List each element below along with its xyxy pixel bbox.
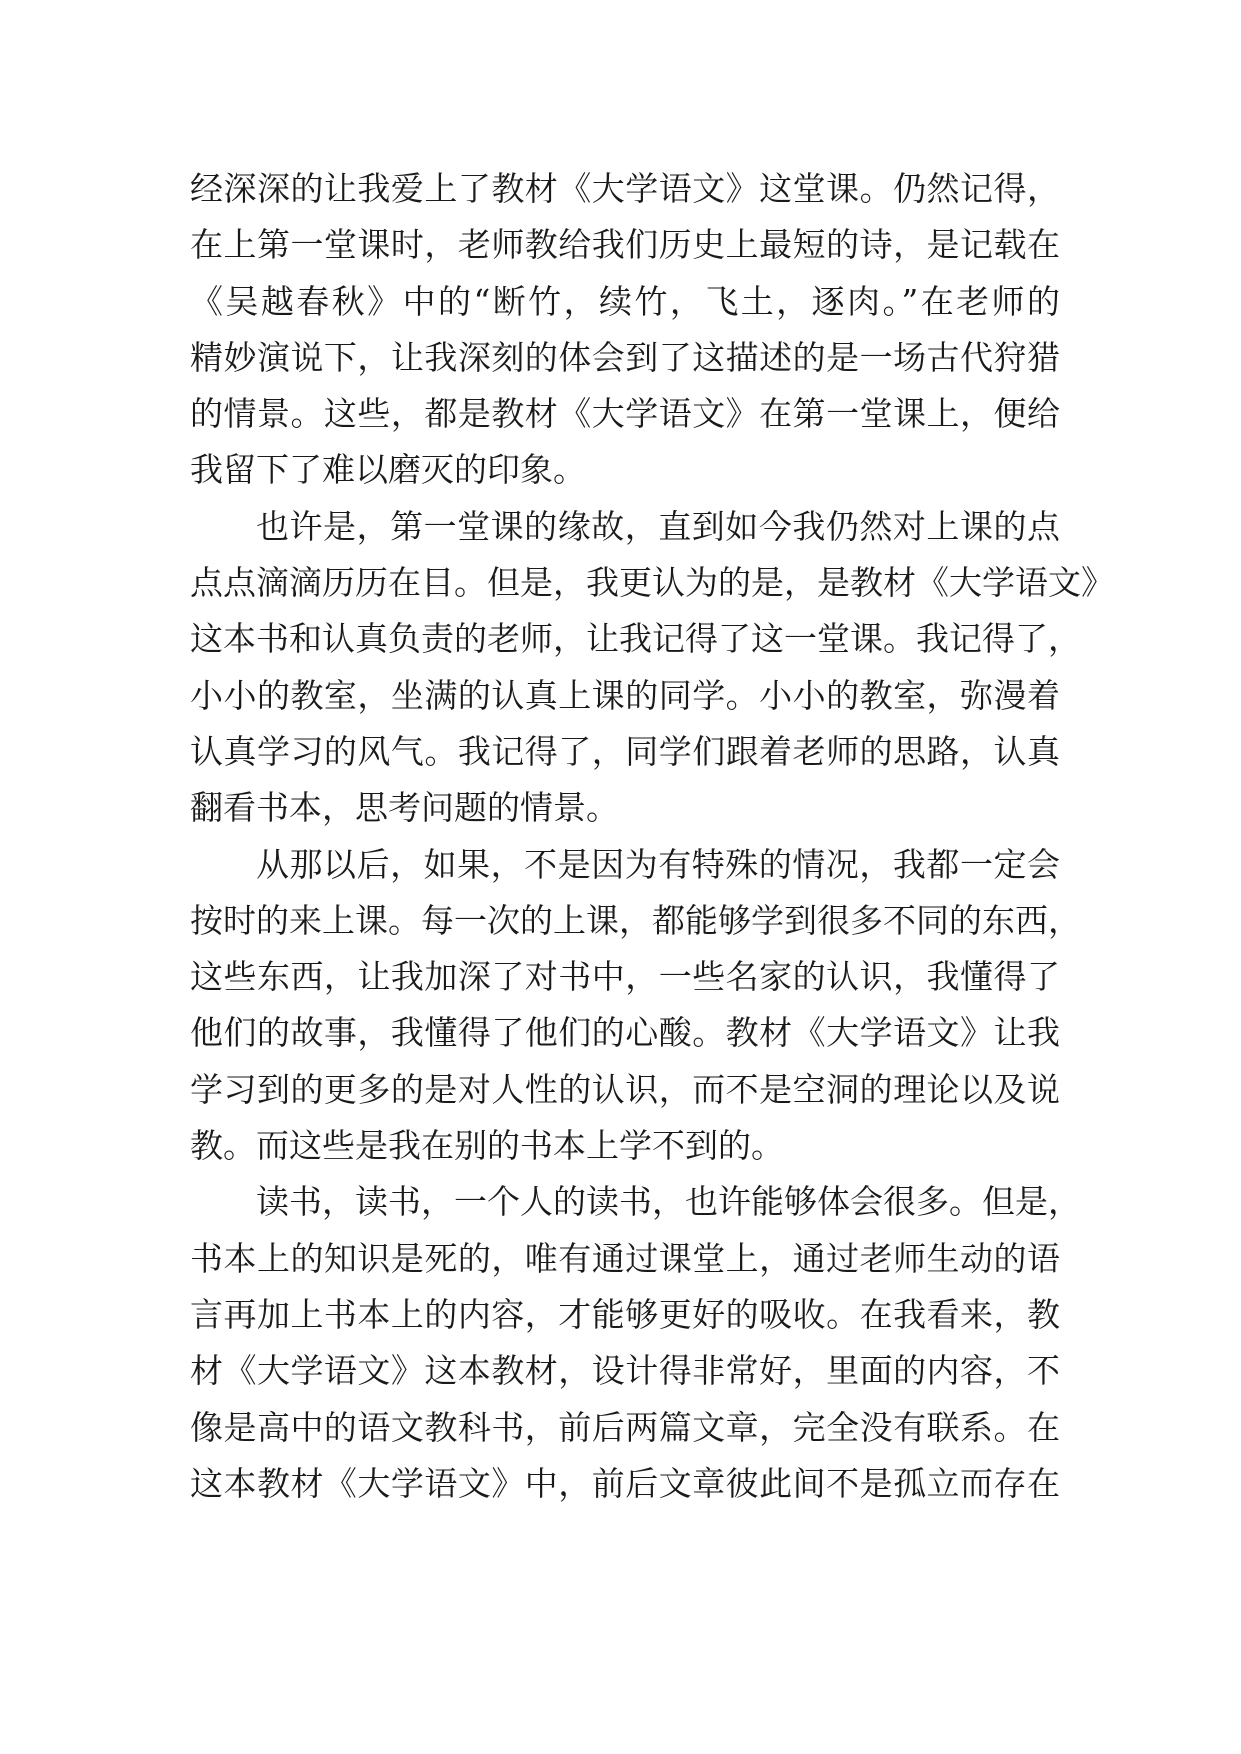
text-line: 教。而这些是我在别的书本上学不到的。 — [190, 1126, 784, 1166]
body-text — [190, 161, 1114, 1512]
text-line: 《吴越春秋》中的“断竹，续竹，飞土，逐肉。”在老师的 — [190, 281, 1060, 321]
text-line: 认真学习的风气。我记得了，同学们跟着老师的思路，认真 — [190, 731, 1060, 771]
text-line: 像是高中的语文教科书，前后两篇文章，完全没有联系。在 — [190, 1407, 1060, 1447]
text-line: 这本书和认真负责的老师，让我记得了这一堂课。我记得了， — [190, 619, 1081, 659]
text-line: 这些东西，让我加深了对书中，一些名家的认识，我懂得了 — [190, 957, 1060, 997]
paragraph-first-line: 读书，读书，一个人的读书，也许能够体会很多。但是， — [256, 1182, 1081, 1222]
text-line: 在上第一堂课时，老师教给我们历史上最短的诗，是记载在 — [190, 225, 1060, 265]
text-line: 精妙演说下，让我深刻的体会到了这描述的是一场古代狩猎 — [190, 337, 1060, 377]
text-line: 我留下了难以磨灭的印象。 — [190, 450, 586, 490]
text-line: 言再加上书本上的内容，才能够更好的吸收。在我看来，教 — [190, 1294, 1060, 1334]
text-line: 书本上的知识是死的，唯有通过课堂上，通过老师生动的语 — [190, 1238, 1060, 1278]
text-line: 他们的故事，我懂得了他们的心酸。教材《大学语文》让我 — [190, 1013, 1060, 1053]
text-line: 小小的教室，坐满的认真上课的同学。小小的教室，弥漫着 — [190, 675, 1060, 715]
text-line: 点点滴滴历历在目。但是，我更认为的是，是教材《大学语文》 — [190, 563, 1114, 603]
text-line: 学习到的更多的是对人性的认识，而不是空洞的理论以及说 — [190, 1069, 1060, 1109]
paragraph-first-line: 从那以后，如果，不是因为有特殊的情况，我都一定会 — [256, 844, 1060, 884]
text-line: 经深深的让我爱上了教材《大学语文》这堂课。仍然记得， — [190, 169, 1060, 208]
text-line: 的情景。这些，都是教材《大学语文》在第一堂课上，便给 — [190, 394, 1060, 434]
text-line: 按时的来上课。每一次的上课，都能够学到很多不同的东西， — [190, 900, 1081, 940]
paragraph-first-line: 也许是，第一堂课的缘故，直到如今我仍然对上课的点 — [256, 506, 1060, 546]
text-line: 材《大学语文》这本教材，设计得非常好，里面的内容，不 — [190, 1351, 1060, 1391]
text-line: 翻看书本，思考问题的情景。 — [190, 788, 619, 828]
text-line: 这本教材《大学语文》中，前后文章彼此间不是孤立而存在 — [190, 1463, 1060, 1503]
